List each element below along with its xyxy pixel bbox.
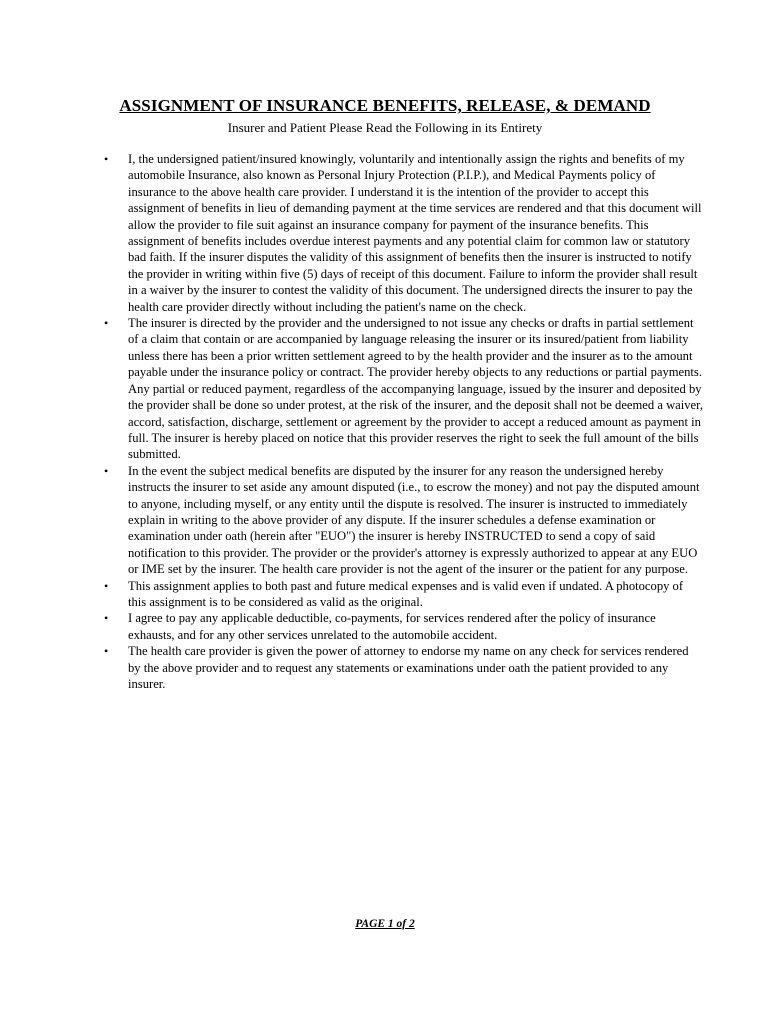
bullet-icon: • bbox=[104, 578, 109, 593]
clause-item bbox=[104, 643, 704, 692]
clause-text: I agree to pay any applicable deductible, co-payments, for services rendered after the policy of insurance exhausts, and for any other services unrelated to the automobile accident. bbox=[128, 611, 656, 642]
clause-text: In the event the subject medical benefits are disputed by the insurer for any reason the undersigned hereby instructs the insurer to set aside any amount disputed (i.e., to escrow the money) and not pay the disputed amount to anyone, including myself, or any entity until the dispute is resolved. The insurer is instructed to immediately explain in writing to the above provider of any dispute. If the insurer schedules a defense examination or examination under oath (herein after "EUO") the insurer is hereby INSTRUCTED to send a copy of said notification to this provider. The provider or the provider's attorney is expressly authorized to appear at any EUO or IME set by the insurer. The health care provider is not the agent of the insurer or the patient for any purpose. bbox=[128, 463, 700, 577]
document-title: ASSIGNMENT OF INSURANCE BENEFITS, RELEASE, & DEMAND bbox=[119, 96, 651, 115]
clause-item bbox=[104, 610, 704, 643]
clause-list bbox=[104, 151, 704, 692]
bullet-icon: • bbox=[104, 463, 109, 478]
document-subtitle: Insurer and Patient Please Read the Following in its Entirety bbox=[227, 120, 543, 135]
clause-item bbox=[104, 151, 704, 315]
bullet-icon: • bbox=[104, 316, 109, 331]
bullet-icon: • bbox=[104, 644, 109, 659]
clause-item bbox=[104, 578, 704, 611]
clause-text: The health care provider is given the power of attorney to endorse my name on any check for services rendered by the above provider and to request any statements or examinations under oath the patient provided to any insurer. bbox=[128, 644, 689, 691]
bullet-icon: • bbox=[104, 152, 109, 166]
clause-item bbox=[104, 315, 704, 463]
clause-text: This assignment applies to both past and future medical expenses and is valid even if undated. A photocopy of this assignment is to be considered as valid as the original. bbox=[128, 578, 684, 609]
clause-text: The insurer is directed by the provider and the undersigned to not issue any checks or drafts in partial settlement of a claim that contain or are accompanied by language releasing the insurer or its insured/patient from liability unless there has been a prior written settlement agreed to by the health provider and the insurer as to the amount payable under the insurance policy or contract. The provider hereby objects to any reductions or partial payments. Any partial or reduced payment, regardless of the accompanying language, issued by the insurer and deposited by the provider shall be done so under protest, at the risk of the insurer, and the deposit shall not be deemed a waiver, accord, satisfaction, discharge, settlement or agreement by the provider to accept a reduced amount as payment in full. The insurer is hereby placed on notice that this provider reserves the right to seek the full amount of the bills submitted. bbox=[128, 316, 703, 462]
clause-item bbox=[104, 463, 704, 578]
clause-text: I, the undersigned patient/insured knowingly, voluntarily and intentionally assign the rights and benefits of my automobile Insurance, also known as Personal Injury Protection (P.I.P.), and Medical Payments policy of insurance to the above health care provider. I understand it is the intention of the provider to accept this assignment of benefits in lieu of demanding payment at the time services are rendered and that this document will allow the provider to file suit against an insurance company for payment of the insurance benefits. This assignment of benefits includes overdue interest payments and any potential claim for common law or statutory bad faith. If the insurer disputes the validity of this assignment of benefits then the insurer is instructed to notify the provider in writing within five (5) days of receipt of this document. Failure to inform the provider shall result in a waiver by the insurer to contest the validity of this document. The undersigned directs the insurer to pay the health care provider directly without including the patient's name on the check. bbox=[128, 152, 702, 314]
page-number: PAGE 1 of 2 bbox=[355, 918, 415, 930]
bullet-icon: • bbox=[104, 611, 109, 626]
